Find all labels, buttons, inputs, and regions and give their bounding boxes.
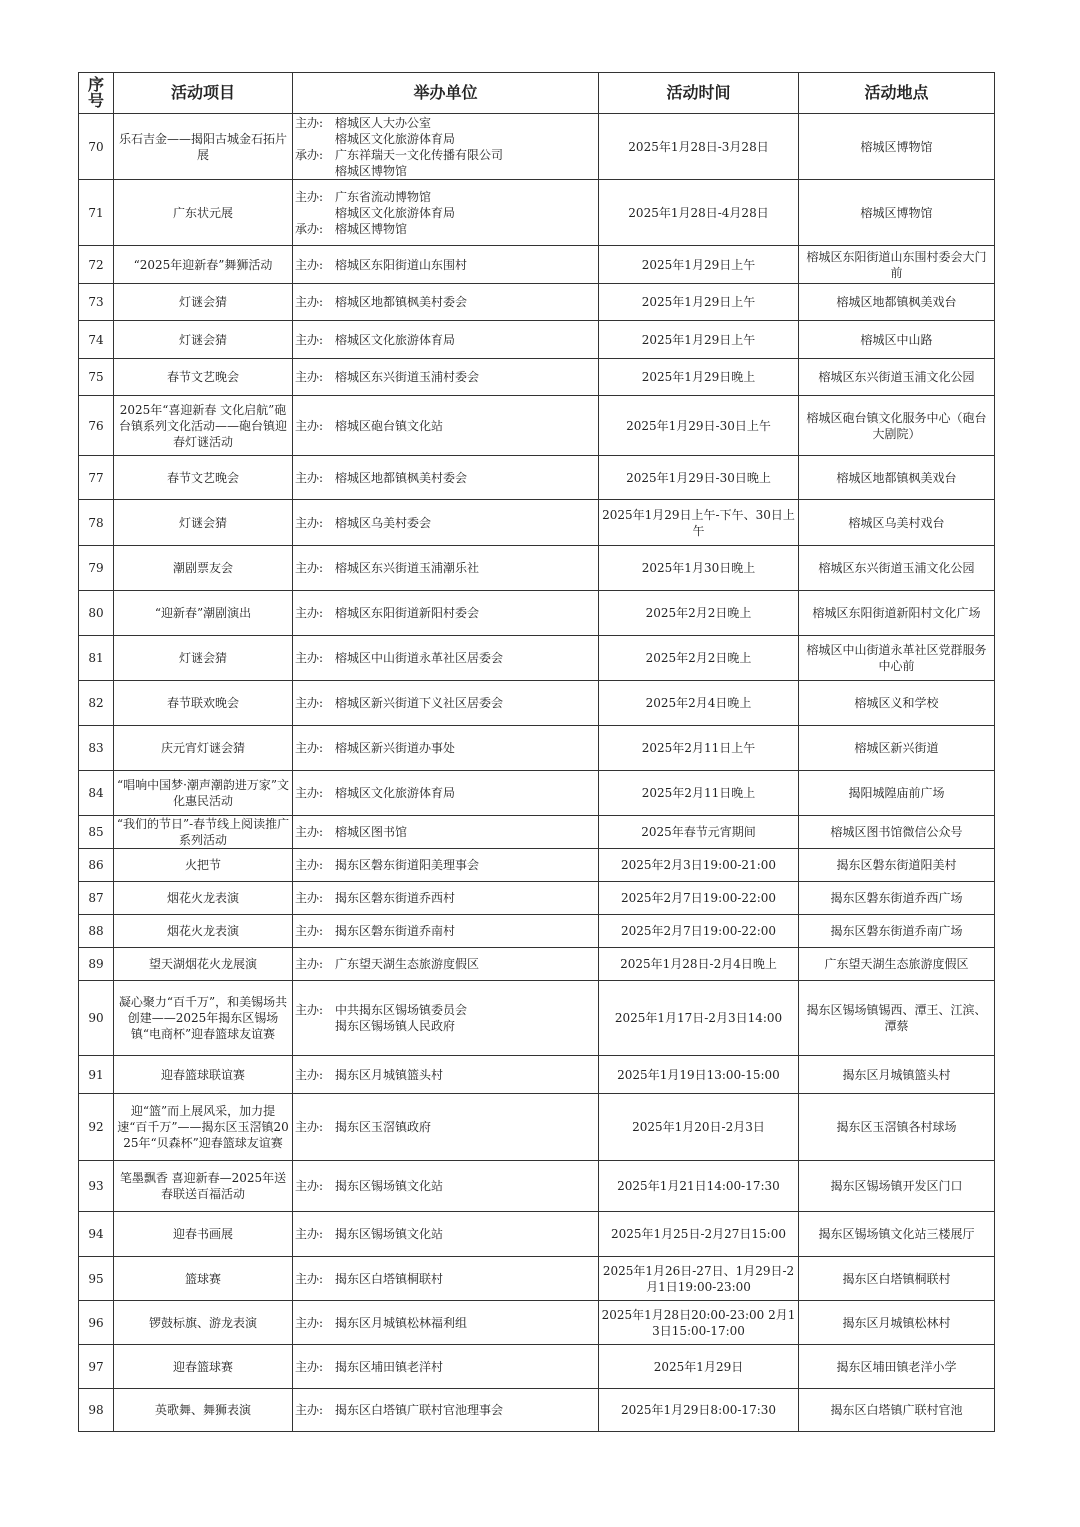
organizer-line (295, 1402, 596, 1418)
organizer-cell (293, 114, 599, 180)
header-no: 序号 (79, 73, 114, 114)
activity-place: 榕城区博物馆 (799, 114, 995, 180)
organizer-name: 揭东区月城镇篮头村 (335, 1067, 444, 1082)
row-number: 92 (79, 1094, 114, 1161)
organizer-role: 主办: (295, 1067, 324, 1082)
organizer-line (295, 257, 596, 273)
organizer-line (295, 1226, 596, 1242)
organizer-role: 主办: (295, 1120, 324, 1134)
organizer-cell (293, 681, 599, 726)
organizer-role (295, 205, 335, 221)
activity-place: 榕城区地都镇枫美戏台 (799, 284, 995, 321)
activity-time: 2025年1月17日-2月3日14:00 (599, 981, 799, 1056)
activity-time: 2025年2月2日晚上 (599, 636, 799, 681)
table-row (79, 1301, 995, 1345)
organizer-name: 榕城区新兴街道办事处 (335, 741, 456, 755)
activity-name: 乐石吉金——揭阳古城金石拓片展 (114, 114, 293, 180)
row-number: 77 (79, 456, 114, 500)
activity-name: 庆元宵灯谜会猜 (114, 726, 293, 771)
organizer-role: 主办: (295, 741, 324, 755)
organizer-cell (293, 246, 599, 284)
table-row (79, 1056, 995, 1094)
activity-name: 锣鼓标旗、游龙表演 (114, 1301, 293, 1345)
organizer-cell (293, 1212, 599, 1257)
activity-time: 2025年2月7日19:00-22:00 (599, 915, 799, 948)
activity-name: 迎春篮球赛 (114, 1345, 293, 1389)
activity-time: 2025年1月29日上午 (599, 321, 799, 359)
activity-place: 榕城区中山路 (799, 321, 995, 359)
organizer-name: 榕城区图书馆 (335, 825, 408, 839)
activity-name: “唱响中国梦·潮声潮韵进万家”文化惠民活动 (114, 771, 293, 816)
organizer-role: 主办: (295, 418, 324, 433)
activity-place: 揭东区埔田镇老洋小学 (799, 1345, 995, 1389)
organizer-cell (293, 636, 599, 681)
activity-time: 2025年1月29日上午-下午、30日上午 (599, 500, 799, 546)
activity-place: 揭东区月城镇松林村 (799, 1301, 995, 1345)
activity-time: 2025年1月25日-2月27日15:00 (599, 1212, 799, 1257)
organizer-name: 榕城区东阳街道新阳村委会 (335, 606, 480, 620)
table-row (79, 284, 995, 321)
organizer-line (295, 605, 596, 621)
row-number: 93 (79, 1161, 114, 1212)
activity-place: 榕城区东阳街道新阳村文化广场 (799, 591, 995, 636)
organizer-role: 主办: (295, 606, 324, 620)
row-number: 87 (79, 882, 114, 915)
activity-place: 揭东区白塔镇桐联村 (799, 1257, 995, 1301)
organizer-name: 榕城区东兴街道玉浦村委会 (335, 370, 480, 384)
organizer-cell (293, 981, 599, 1056)
organizer-name: 广东祥瑞天一文化传播有限公司 (335, 147, 504, 162)
row-number: 94 (79, 1212, 114, 1257)
activity-name: “迎新春”潮剧演出 (114, 591, 293, 636)
activity-place: 榕城区义和学校 (799, 681, 995, 726)
organizer-role: 主办: (295, 786, 324, 800)
organizer-cell (293, 1301, 599, 1345)
activity-place: 揭东区锡场镇开发区门口 (799, 1161, 995, 1212)
activity-time: 2025年2月2日晚上 (599, 591, 799, 636)
header-organizer: 举办单位 (293, 73, 599, 114)
organizer-role: 主办: (295, 1359, 324, 1374)
row-number: 85 (79, 816, 114, 849)
activity-time: 2025年1月19日13:00-15:00 (599, 1056, 799, 1094)
organizer-name: 揭东区锡场镇人民政府 (335, 1019, 456, 1033)
organizer-name: 广东省流动博物馆 (335, 189, 432, 204)
organizer-role: 主办: (295, 370, 324, 384)
organizer-line (295, 1119, 596, 1135)
activity-name: 春节文艺晚会 (114, 456, 293, 500)
organizer-line (295, 205, 596, 221)
organizer-line (295, 470, 596, 486)
organizer-cell (293, 1056, 599, 1094)
organizer-cell (293, 546, 599, 591)
activity-place: 揭东区锡场镇文化站三楼展厅 (799, 1212, 995, 1257)
row-number: 73 (79, 284, 114, 321)
row-number: 76 (79, 396, 114, 456)
row-number: 80 (79, 591, 114, 636)
activity-name: 火把节 (114, 849, 293, 882)
organizer-name: 榕城区地都镇枫美村委会 (335, 295, 468, 309)
row-number: 74 (79, 321, 114, 359)
row-number: 84 (79, 771, 114, 816)
row-number: 91 (79, 1056, 114, 1094)
organizer-cell (293, 321, 599, 359)
row-number: 96 (79, 1301, 114, 1345)
row-number: 98 (79, 1389, 114, 1432)
organizer-role: 主办: (295, 189, 324, 204)
organizer-name: 揭东区白塔镇广联村官池理事会 (335, 1403, 504, 1417)
organizer-line (295, 650, 596, 666)
organizer-role: 主办: (295, 1315, 324, 1330)
organizer-line (295, 1018, 596, 1034)
table-row (79, 681, 995, 726)
organizer-name: 榕城区东阳街道山东围村 (335, 257, 468, 272)
activity-time: 2025年2月11日晚上 (599, 771, 799, 816)
activity-table (78, 72, 995, 1432)
activity-time: 2025年1月28日-3月28日 (599, 114, 799, 180)
organizer-cell (293, 396, 599, 456)
table-row (79, 114, 995, 180)
organizer-line (295, 824, 596, 840)
organizer-name: 榕城区东兴街道玉浦潮乐社 (335, 561, 480, 575)
table-row (79, 321, 995, 359)
activity-name: 春节文艺晚会 (114, 359, 293, 396)
table-row (79, 726, 995, 771)
organizer-line (295, 131, 596, 147)
organizer-name: 榕城区文化旅游体育局 (335, 332, 456, 347)
organizer-name: 榕城区博物馆 (335, 221, 408, 236)
organizer-cell (293, 771, 599, 816)
organizer-role (295, 131, 335, 147)
organizer-role: 主办: (295, 1003, 324, 1017)
row-number: 89 (79, 948, 114, 981)
organizer-name: 榕城区文化旅游体育局 (335, 131, 456, 146)
table-row (79, 1389, 995, 1432)
organizer-line (295, 695, 596, 711)
activity-time: 2025年1月20日-2月3日 (599, 1094, 799, 1161)
organizer-cell (293, 284, 599, 321)
activity-time: 2025年春节元宵期间 (599, 816, 799, 849)
organizer-role: 主办: (295, 295, 324, 309)
activity-place: 揭东区玉滘镇各村球场 (799, 1094, 995, 1161)
organizer-cell (293, 948, 599, 981)
header-activity: 活动项目 (114, 73, 293, 114)
organizer-line (295, 785, 596, 801)
row-number: 82 (79, 681, 114, 726)
organizer-role: 主办: (295, 858, 324, 872)
row-number: 83 (79, 726, 114, 771)
activity-place: 揭东区磐东街道阳美村 (799, 849, 995, 882)
organizer-line (295, 1315, 596, 1331)
organizer-role: 主办: (295, 651, 324, 665)
organizer-role: 主办: (295, 1227, 324, 1241)
activity-place: 榕城区新兴街道 (799, 726, 995, 771)
activity-place: 榕城区中山街道永革社区党群服务中心前 (799, 636, 995, 681)
organizer-name: 榕城区博物馆 (335, 163, 408, 178)
activity-name: 迎春篮球联谊赛 (114, 1056, 293, 1094)
activity-time: 2025年1月21日14:00-17:30 (599, 1161, 799, 1212)
activity-time: 2025年2月7日19:00-22:00 (599, 882, 799, 915)
activity-name: 迎春书画展 (114, 1212, 293, 1257)
organizer-cell (293, 1257, 599, 1301)
organizer-cell (293, 1094, 599, 1161)
organizer-name: 揭东区磐东街道乔南村 (335, 924, 456, 938)
organizer-line (295, 1271, 596, 1287)
row-number: 75 (79, 359, 114, 396)
organizer-name: 榕城区乌美村委会 (335, 515, 432, 530)
activity-time: 2025年1月29日晚上 (599, 359, 799, 396)
activity-name: 灯谜会猜 (114, 321, 293, 359)
organizer-name: 中共揭东区锡场镇委员会 (335, 1003, 468, 1017)
organizer-line (295, 1002, 596, 1018)
activity-time: 2025年1月29日-30日晚上 (599, 456, 799, 500)
activity-time: 2025年1月30日晚上 (599, 546, 799, 591)
activity-time: 2025年2月3日19:00-21:00 (599, 849, 799, 882)
table-row (79, 816, 995, 849)
activity-time: 2025年1月28日20:00-23:00 2月13日15:00-17:00 (599, 1301, 799, 1345)
activity-place: 揭东区月城镇篮头村 (799, 1056, 995, 1094)
organizer-name: 榕城区砲台镇文化站 (335, 418, 444, 433)
organizer-role (295, 163, 335, 179)
activity-name: 迎“篮”而上展风采，加力提速“百千万”——揭东区玉滘镇2025年“贝森杯”迎春篮球友谊赛 (114, 1094, 293, 1161)
table-header-row (79, 73, 995, 114)
organizer-line (295, 147, 596, 163)
activity-name: 笔墨飘香 喜迎新春—2025年送春联送百福活动 (114, 1161, 293, 1212)
organizer-line (295, 857, 596, 873)
activity-name: 英歌舞、舞狮表演 (114, 1389, 293, 1432)
organizer-role: 承办: (295, 147, 324, 162)
organizer-line (295, 189, 596, 205)
row-number: 79 (79, 546, 114, 591)
organizer-cell (293, 500, 599, 546)
organizer-line (295, 1178, 596, 1194)
organizer-line (295, 418, 596, 434)
organizer-role: 主办: (295, 825, 324, 839)
organizer-role: 主办: (295, 470, 324, 485)
table-row (79, 1094, 995, 1161)
activity-name: 烟花火龙表演 (114, 915, 293, 948)
activity-name: 烟花火龙表演 (114, 882, 293, 915)
organizer-cell (293, 1345, 599, 1389)
activity-place: 榕城区东阳街道山东围村委会大门前 (799, 246, 995, 284)
organizer-role: 主办: (295, 561, 324, 575)
organizer-role: 主办: (295, 257, 324, 272)
organizer-cell (293, 1389, 599, 1432)
activity-time: 2025年1月26日-27日、1月29日-2月1日19:00-23:00 (599, 1257, 799, 1301)
organizer-line (295, 369, 596, 385)
organizer-cell (293, 915, 599, 948)
organizer-cell (293, 882, 599, 915)
organizer-name: 榕城区文化旅游体育局 (335, 205, 456, 220)
activity-place: 广东望天湖生态旅游度假区 (799, 948, 995, 981)
organizer-line (295, 1067, 596, 1083)
activity-place: 揭东区磐东街道乔西广场 (799, 882, 995, 915)
header-place: 活动地点 (799, 73, 995, 114)
activity-place: 榕城区乌美村戏台 (799, 500, 995, 546)
table-row (79, 771, 995, 816)
activity-name: 篮球赛 (114, 1257, 293, 1301)
activity-name: 广东状元展 (114, 180, 293, 246)
activity-place: 揭东区锡场镇锡西、潭王、江滨、潭蔡 (799, 981, 995, 1056)
activity-time: 2025年1月28日-4月28日 (599, 180, 799, 246)
organizer-name: 揭东区玉滘镇政府 (335, 1120, 432, 1134)
organizer-name: 揭东区埔田镇老洋村 (335, 1359, 444, 1374)
activity-name: “我们的节日”-春节线上阅读推广系列活动 (114, 816, 293, 849)
organizer-line (295, 890, 596, 906)
table-row (79, 636, 995, 681)
organizer-role: 主办: (295, 1179, 324, 1193)
organizer-role: 主办: (295, 115, 324, 130)
organizer-role: 承办: (295, 221, 324, 236)
organizer-name: 揭东区磐东街道乔西村 (335, 891, 456, 905)
organizer-line (295, 515, 596, 531)
row-number: 71 (79, 180, 114, 246)
organizer-line (295, 294, 596, 310)
activity-place: 榕城区东兴街道玉浦文化公园 (799, 359, 995, 396)
activity-name: 凝心聚力“百千万”，和美锡场共创建——2025年揭东区锡场镇“电商杯”迎春篮球友谊赛 (114, 981, 293, 1056)
organizer-line (295, 115, 596, 131)
row-number: 78 (79, 500, 114, 546)
table-row (79, 500, 995, 546)
table-row (79, 396, 995, 456)
activity-place: 榕城区东兴街道玉浦文化公园 (799, 546, 995, 591)
table-row (79, 359, 995, 396)
organizer-cell (293, 591, 599, 636)
organizer-role: 主办: (295, 957, 324, 971)
organizer-role: 主办: (295, 891, 324, 905)
row-number: 70 (79, 114, 114, 180)
activity-time: 2025年1月28日-2月4日晚上 (599, 948, 799, 981)
activity-name: 春节联欢晚会 (114, 681, 293, 726)
organizer-line (295, 956, 596, 972)
organizer-role (295, 1018, 335, 1034)
organizer-cell (293, 456, 599, 500)
organizer-cell (293, 849, 599, 882)
table-row (79, 180, 995, 246)
organizer-name: 广东望天湖生态旅游度假区 (335, 957, 480, 971)
organizer-line (295, 560, 596, 576)
organizer-line (295, 923, 596, 939)
organizer-name: 榕城区新兴街道下义社区居委会 (335, 696, 504, 710)
activity-place: 榕城区砲台镇文化服务中心（砲台大剧院） (799, 396, 995, 456)
activity-name: 2025年“喜迎新春 文化启航”砲台镇系列文化活动——砲台镇迎春灯谜活动 (114, 396, 293, 456)
table-body (79, 114, 995, 1432)
row-number: 88 (79, 915, 114, 948)
table-row (79, 948, 995, 981)
table-row (79, 591, 995, 636)
organizer-name: 榕城区人大办公室 (335, 115, 432, 130)
organizer-line (295, 163, 596, 179)
table-row (79, 1257, 995, 1301)
row-number: 90 (79, 981, 114, 1056)
organizer-role: 主办: (295, 1403, 324, 1417)
activity-place: 揭东区白塔镇广联村官池 (799, 1389, 995, 1432)
organizer-cell (293, 816, 599, 849)
table-row (79, 456, 995, 500)
table-row (79, 1161, 995, 1212)
row-number: 95 (79, 1257, 114, 1301)
row-number: 81 (79, 636, 114, 681)
row-number: 97 (79, 1345, 114, 1389)
organizer-line (295, 332, 596, 348)
activity-time: 2025年2月4日晚上 (599, 681, 799, 726)
table-row (79, 882, 995, 915)
organizer-cell (293, 359, 599, 396)
activity-place: 揭东区磐东街道乔南广场 (799, 915, 995, 948)
organizer-role: 主办: (295, 696, 324, 710)
activity-name: 灯谜会猜 (114, 500, 293, 546)
activity-name: “2025年迎新春”舞狮活动 (114, 246, 293, 284)
organizer-name: 揭东区磐东街道阳美理事会 (335, 858, 480, 872)
activity-name: 灯谜会猜 (114, 636, 293, 681)
table-row (79, 246, 995, 284)
organizer-name: 榕城区文化旅游体育局 (335, 786, 456, 800)
activity-time: 2025年1月29日 (599, 1345, 799, 1389)
activity-time: 2025年1月29日上午 (599, 284, 799, 321)
organizer-line (295, 740, 596, 756)
activity-time: 2025年1月29日上午 (599, 246, 799, 284)
organizer-name: 揭东区月城镇松林福利组 (335, 1315, 468, 1330)
organizer-cell (293, 1161, 599, 1212)
row-number: 72 (79, 246, 114, 284)
activity-name: 望天湖烟花火龙展演 (114, 948, 293, 981)
organizer-cell (293, 726, 599, 771)
organizer-role: 主办: (295, 332, 324, 347)
table-row (79, 546, 995, 591)
activity-time: 2025年1月29日-30日上午 (599, 396, 799, 456)
organizer-role: 主办: (295, 515, 324, 530)
activity-time: 2025年1月29日8:00-17:30 (599, 1389, 799, 1432)
organizer-name: 揭东区白塔镇桐联村 (335, 1271, 444, 1286)
organizer-line (295, 1359, 596, 1375)
table-row (79, 915, 995, 948)
table-row (79, 981, 995, 1056)
organizer-name: 榕城区地都镇枫美村委会 (335, 470, 468, 485)
organizer-cell (293, 180, 599, 246)
activity-name: 灯谜会猜 (114, 284, 293, 321)
organizer-name: 榕城区中山街道永革社区居委会 (335, 651, 504, 665)
activity-time: 2025年2月11日上午 (599, 726, 799, 771)
organizer-line (295, 221, 596, 237)
header-time: 活动时间 (599, 73, 799, 114)
table-row (79, 1345, 995, 1389)
organizer-name: 揭东区锡场镇文化站 (335, 1227, 444, 1241)
organizer-role: 主办: (295, 924, 324, 938)
row-number: 86 (79, 849, 114, 882)
activity-place: 揭阳城隍庙前广场 (799, 771, 995, 816)
organizer-name: 揭东区锡场镇文化站 (335, 1179, 444, 1193)
activity-place: 榕城区地都镇枫美戏台 (799, 456, 995, 500)
table-row (79, 849, 995, 882)
activity-place: 榕城区博物馆 (799, 180, 995, 246)
organizer-role: 主办: (295, 1271, 324, 1286)
activity-name: 潮剧票友会 (114, 546, 293, 591)
activity-place: 榕城区图书馆微信公众号 (799, 816, 995, 849)
table-row (79, 1212, 995, 1257)
